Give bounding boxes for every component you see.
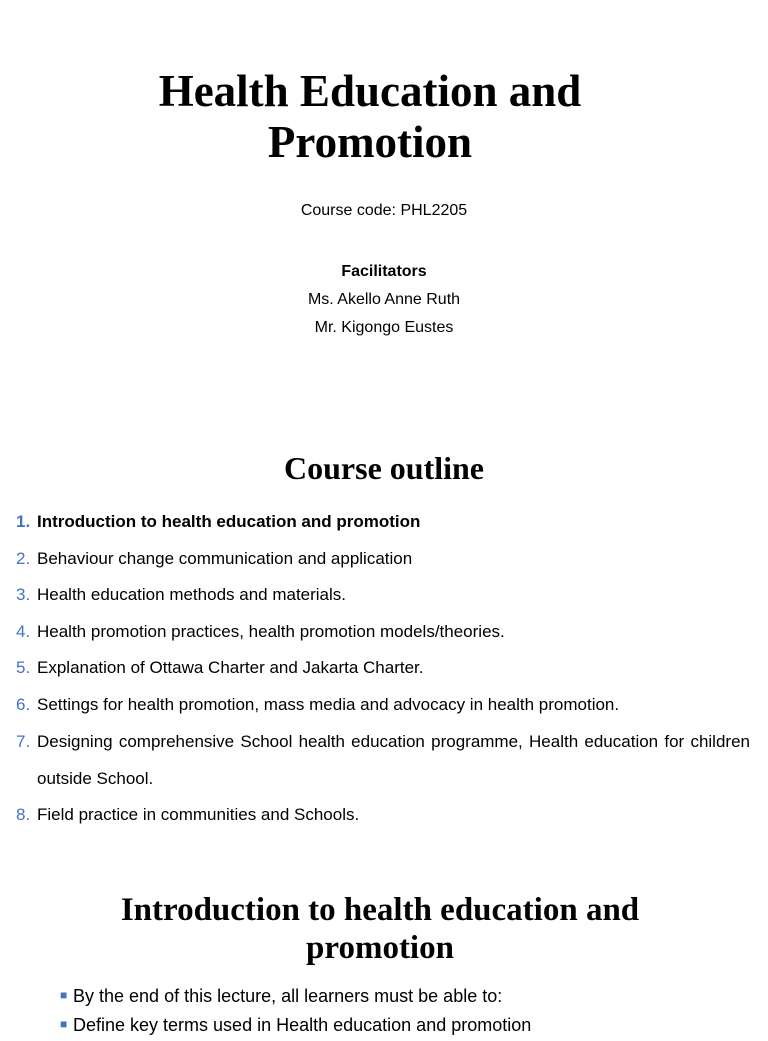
outline-item [16, 620, 750, 644]
square-bullet-icon: ■ [60, 1017, 68, 1031]
outline-item-text: Designing comprehensive School health education programme, Health education for children outside School. [37, 732, 750, 789]
facilitators-section [0, 258, 768, 342]
bullet-text: By the end of this lecture, all learners must be able to: [73, 986, 503, 1006]
bullet-item [60, 983, 760, 1009]
outline-item-text: Settings for health promotion, mass media and advocacy in health promotion. [37, 694, 620, 714]
bullet-text: Define key terms used in Health education and promotion [73, 1015, 532, 1035]
outline-item-text: Introduction to health education and promotion [37, 512, 421, 531]
outline-item [16, 510, 750, 534]
outline-item-number: 4. [16, 621, 31, 641]
outline-item-text: Health education methods and materials. [37, 585, 347, 605]
course-outline-title: Course outline [284, 450, 484, 486]
square-bullet-icon: ■ [60, 988, 68, 1002]
outline-item [16, 723, 750, 797]
introduction-title: Introduction to health education and promotion [120, 892, 640, 966]
outline-item-text: Behaviour change communication and application [37, 548, 413, 568]
outline-item [16, 656, 750, 680]
course-outline-list [16, 510, 750, 840]
outline-item-text: Field practice in communities and Schools. [37, 805, 360, 825]
outline-item-number: 7. [16, 732, 31, 752]
outline-item-number: 1. [16, 512, 31, 531]
outline-item-text: Health promotion practices, health promotion models/theories. [37, 621, 505, 641]
outline-item [16, 583, 750, 607]
outline-item-number: 8. [16, 805, 31, 825]
outline-item [16, 693, 750, 717]
page-title: Health Education and Promotion [158, 66, 582, 167]
outline-item-number: 5. [16, 658, 31, 678]
outline-item [16, 803, 750, 827]
outline-item-text: Explanation of Ottawa Charter and Jakarta Charter. [37, 658, 424, 678]
facilitator-name: Ms. Akello Anne Ruth [307, 291, 461, 308]
facilitator-name: Mr. Kigongo Eustes [314, 319, 454, 336]
bullet-item [60, 1012, 760, 1038]
facilitators-heading: Facilitators [341, 263, 427, 280]
objectives-list [60, 983, 760, 1041]
outline-item-number: 6. [16, 694, 31, 714]
outline-item [16, 547, 750, 571]
outline-item-number: 2. [16, 548, 31, 568]
outline-item-number: 3. [16, 585, 31, 605]
course-code: Course code: PHL2205 [300, 202, 468, 219]
